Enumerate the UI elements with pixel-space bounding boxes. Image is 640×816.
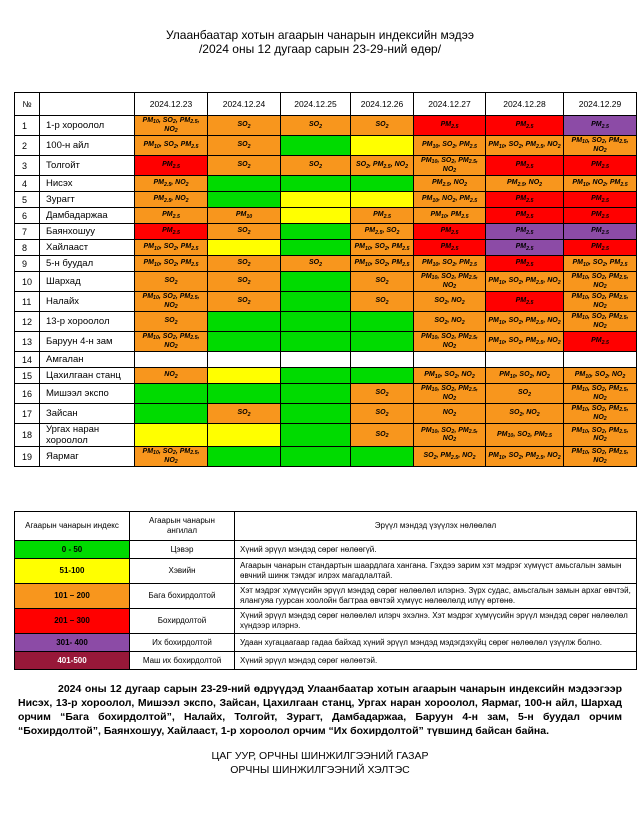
aqi-cell: $PM_{10}$, $SO_2$, $PM_{2.5}$, $NO_2$ <box>564 272 637 292</box>
aqi-row <box>15 176 637 192</box>
aqi-cell: $SO_2$ <box>208 224 281 240</box>
row-number: 9 <box>15 256 40 272</box>
legend-category: Бохирдолтой <box>130 609 235 634</box>
aqi-cell: $PM_{2.5}$ <box>486 208 564 224</box>
aqi-cell: $PM_{10}$, $SO_2$, $PM_{2.5}$, $NO_2$ <box>135 332 208 352</box>
location-name: Цахилгаан станц <box>40 368 135 384</box>
aqi-cell: $PM_{10}$, $SO_2$, $PM_{2.5}$, $NO_2$ <box>564 312 637 332</box>
aqi-cell: $PM_{10}$, $SO_2$, $PM_{2.5}$, $NO_2$ <box>135 447 208 467</box>
aqi-cell: $SO_2$ <box>208 136 281 156</box>
legend-row <box>15 541 637 559</box>
row-number: 16 <box>15 384 40 404</box>
aqi-cell: $SO_2$, $NO_2$ <box>486 404 564 424</box>
aqi-cell: $PM_{10}$, $SO_2$, $PM_{2.5}$, $NO_2$ <box>414 156 486 176</box>
aqi-cell <box>351 447 414 467</box>
aqi-cell: $SO_2$ <box>135 312 208 332</box>
aqi-cell: $PM_{2.5}$ <box>486 156 564 176</box>
aqi-cell: $PM_{2.5}$ <box>135 156 208 176</box>
aqi-cell: $PM_{10}$, $SO_2$, $PM_{2.5}$, $NO_2$ <box>414 332 486 352</box>
footer-agency-line: ЦАГ УУР, ОРЧНЫ ШИНЖИЛГЭЭНИЙ ГАЗАР <box>211 750 429 762</box>
aqi-cell: $PM_{2.5}$ <box>135 224 208 240</box>
aqi-row <box>15 384 637 404</box>
aqi-cell <box>208 424 281 447</box>
aqi-cell: $SO_2$, $PM_{2.5}$, $NO_2$ <box>351 156 414 176</box>
aqi-cell: $PM_{10}$, $SO_2$, $PM_{2.5}$ <box>351 256 414 272</box>
aqi-cell: $PM_{2.5}$ <box>564 208 637 224</box>
aqi-table <box>14 92 637 467</box>
aqi-bulletin-page <box>0 28 640 816</box>
legend-index-range: 0 - 50 <box>15 541 130 559</box>
aqi-row <box>15 256 637 272</box>
aqi-cell: $SO_2$ <box>208 292 281 312</box>
aqi-cell <box>135 404 208 424</box>
location-name: Зурагт <box>40 192 135 208</box>
aqi-cell: $PM_{10}$, $PM_{2.5}$ <box>414 208 486 224</box>
legend-health-effect: Хэт мэдрэг хүмүүсийн эрүүл мэндэд сөрөг нөлөөлөл илэрнэ. Зүрх судас, амьсгалын замын архаг өвчтэй, ялангуяа гуурсан хоолойн багтраа өвчтэй хүмүүс нөлөөлөлд илүү өртөнө. <box>235 584 637 609</box>
aqi-cell: $PM_{2.5}$, $NO_2$ <box>135 192 208 208</box>
aqi-cell <box>281 240 351 256</box>
row-number: 5 <box>15 192 40 208</box>
aqi-cell: $PM_{2.5}$, $SO_2$ <box>351 224 414 240</box>
aqi-cell: $PM_{10}$, $SO_2$, $PM_{2.5}$, $NO_2$ <box>564 424 637 447</box>
aqi-cell: $PM_{10}$, $SO_2$, $PM_{2.5}$ <box>486 424 564 447</box>
aqi-cell: $PM_{10}$, $SO_2$, $PM_{2.5}$, $NO_2$ <box>414 424 486 447</box>
legend-column-header-0: Агаарын чанарын индекс <box>15 512 130 541</box>
row-number: 4 <box>15 176 40 192</box>
row-number: 15 <box>15 368 40 384</box>
aqi-cell <box>208 352 281 368</box>
aqi-cell: $PM_{10}$, $SO_2$, $PM_{2.5}$ <box>135 136 208 156</box>
aqi-row <box>15 156 637 176</box>
aqi-cell: $PM_{2.5}$ <box>564 224 637 240</box>
aqi-cell: $SO_2$ <box>208 256 281 272</box>
legend-health-effect: Удаан хугацаагаар гадаа байхад хүний эрүүл мэндэд мэдэгдэхүйц сөрөг нөлөөлөл үзүүлж болно. <box>235 634 637 652</box>
aqi-cell: $NO_2$ <box>414 404 486 424</box>
location-name: Яармаг <box>40 447 135 467</box>
aqi-cell: $PM_{2.5}$ <box>414 240 486 256</box>
page-title-line1: Улаанбаатар хотын агаарын чанарын индексийн мэдээ <box>165 28 474 42</box>
aqi-cell <box>208 368 281 384</box>
date-header: 2024.12.27 <box>414 93 486 116</box>
aqi-table-header-row <box>15 93 637 116</box>
legend-column-header-1: Агаарын чанарын ангилал <box>130 512 235 541</box>
location-name: Налайх <box>40 292 135 312</box>
location-name: Баруун 4-н зам <box>40 332 135 352</box>
date-header: 2024.12.28 <box>486 93 564 116</box>
legend-index-range: 51-100 <box>15 559 130 584</box>
aqi-cell: $PM_{10}$, $SO_2$, $PM_{2.5}$, $NO_2$ <box>486 447 564 467</box>
legend-row <box>15 559 637 584</box>
legend-table <box>14 511 637 670</box>
aqi-cell <box>281 176 351 192</box>
date-header: 2024.12.25 <box>281 93 351 116</box>
aqi-cell <box>281 352 351 368</box>
aqi-cell: $PM_{2.5}$ <box>486 256 564 272</box>
aqi-cell <box>351 352 414 368</box>
legend-index-range: 101 – 200 <box>15 584 130 609</box>
aqi-cell: $PM_{2.5}$ <box>486 224 564 240</box>
aqi-cell: $PM_{2.5}$, $NO_2$ <box>135 176 208 192</box>
aqi-row <box>15 312 637 332</box>
legend-health-effect: Хүний эрүүл мэндэд сөрөг нөлөөгүй. <box>235 541 637 559</box>
aqi-cell <box>208 192 281 208</box>
aqi-cell: $PM_{2.5}$, $NO_2$ <box>414 176 486 192</box>
aqi-cell: $SO_2$ <box>208 272 281 292</box>
legend-category: Цэвэр <box>130 541 235 559</box>
legend-row <box>15 634 637 652</box>
aqi-cell <box>281 332 351 352</box>
aqi-cell: $PM_{10}$, $SO_2$, $PM_{2.5}$, $NO_2$ <box>564 292 637 312</box>
aqi-cell <box>351 332 414 352</box>
aqi-cell <box>351 192 414 208</box>
aqi-row <box>15 192 637 208</box>
aqi-cell: $PM_{2.5}$ <box>414 116 486 136</box>
aqi-cell: $PM_{2.5}$, $NO_2$ <box>486 176 564 192</box>
aqi-cell: $PM_{10}$, $SO_2$, $PM_{2.5}$, $NO_2$ <box>564 404 637 424</box>
aqi-cell: $PM_{2.5}$ <box>486 292 564 312</box>
aqi-cell: $SO_2$ <box>351 292 414 312</box>
aqi-cell <box>281 208 351 224</box>
legend-row <box>15 609 637 634</box>
row-number: 19 <box>15 447 40 467</box>
aqi-cell <box>281 292 351 312</box>
page-title <box>0 28 640 56</box>
aqi-cell: $SO_2$ <box>351 384 414 404</box>
aqi-cell <box>135 352 208 368</box>
aqi-row <box>15 332 637 352</box>
aqi-cell <box>208 447 281 467</box>
aqi-cell: $SO_2$ <box>351 404 414 424</box>
aqi-cell <box>208 332 281 352</box>
aqi-cell: $SO_2$, $NO_2$ <box>414 312 486 332</box>
row-number: 6 <box>15 208 40 224</box>
aqi-cell: $PM_{10}$, $SO_2$, $PM_{2.5}$ <box>414 256 486 272</box>
location-name: Дамбадаржаа <box>40 208 135 224</box>
aqi-cell <box>281 224 351 240</box>
footer <box>0 749 640 777</box>
aqi-cell <box>564 352 637 368</box>
aqi-cell: $PM_{2.5}$ <box>564 240 637 256</box>
aqi-cell: $SO_2$, $PM_{2.5}$, $NO_2$ <box>414 447 486 467</box>
row-number: 7 <box>15 224 40 240</box>
aqi-cell <box>208 312 281 332</box>
aqi-row <box>15 136 637 156</box>
legend-index-range: 201 – 300 <box>15 609 130 634</box>
aqi-cell <box>281 384 351 404</box>
aqi-cell <box>281 272 351 292</box>
aqi-cell <box>208 240 281 256</box>
aqi-row <box>15 208 637 224</box>
date-header: 2024.12.23 <box>135 93 208 116</box>
aqi-cell <box>208 384 281 404</box>
date-header: 2024.12.29 <box>564 93 637 116</box>
aqi-cell <box>281 447 351 467</box>
legend-category: Бага бохирдолтой <box>130 584 235 609</box>
aqi-cell: $PM_{2.5}$ <box>351 208 414 224</box>
aqi-cell: $SO_2$ <box>281 116 351 136</box>
footer-department-line: ОРЧНЫ ШИНЖИЛГЭЭНИЙ ХЭЛТЭС <box>230 764 410 776</box>
aqi-cell: $SO_2$, $NO_2$ <box>414 292 486 312</box>
aqi-cell <box>486 352 564 368</box>
aqi-row <box>15 447 637 467</box>
legend-category: Их бохирдолтой <box>130 634 235 652</box>
aqi-cell: $PM_{10}$, $SO_2$, $PM_{2.5}$ <box>135 240 208 256</box>
aqi-cell: $PM_{10}$, $SO_2$, $PM_{2.5}$, $NO_2$ <box>486 332 564 352</box>
aqi-cell: $PM_{10}$, $SO_2$, $PM_{2.5}$, $NO_2$ <box>414 384 486 404</box>
aqi-cell: $PM_{2.5}$ <box>486 116 564 136</box>
aqi-cell: $PM_{10}$, $SO_2$, $PM_{2.5}$, $NO_2$ <box>486 136 564 156</box>
location-name: Ургах наран хороолол <box>40 424 135 447</box>
legend-index-range: 401-500 <box>15 652 130 670</box>
legend-health-effect: Хүний эрүүл мэндэд сөрөг нөлөөтэй. <box>235 652 637 670</box>
aqi-row <box>15 292 637 312</box>
location-name: 13-р хороолол <box>40 312 135 332</box>
aqi-cell: $PM_{10}$, $SO_2$, $PM_{2.5}$ <box>135 256 208 272</box>
aqi-cell: $PM_{10}$ <box>208 208 281 224</box>
legend-health-effect: Агаарын чанарын стандартын шаардлага хангана. Гэхдээ зарим хэт мэдрэг хүмүүст амьсгалын замын өвчний шинж тэмдэг илрэх магадлалтай. <box>235 559 637 584</box>
row-number: 11 <box>15 292 40 312</box>
aqi-cell: $PM_{10}$, $SO_2$, $PM_{2.5}$, $NO_2$ <box>564 447 637 467</box>
row-number: 2 <box>15 136 40 156</box>
aqi-cell <box>281 136 351 156</box>
aqi-cell: $PM_{10}$, $SO_2$, $NO_2$ <box>564 368 637 384</box>
row-number: 10 <box>15 272 40 292</box>
aqi-cell: $PM_{10}$, $SO_2$, $PM_{2.5}$, $NO_2$ <box>486 312 564 332</box>
aqi-cell: $SO_2$ <box>486 384 564 404</box>
aqi-cell: $PM_{2.5}$ <box>135 208 208 224</box>
location-name: 5-н буудал <box>40 256 135 272</box>
aqi-cell <box>351 312 414 332</box>
legend-header-row <box>15 512 637 541</box>
aqi-cell: $SO_2$ <box>351 272 414 292</box>
aqi-cell: $SO_2$ <box>351 424 414 447</box>
aqi-row <box>15 272 637 292</box>
location-name: Шархад <box>40 272 135 292</box>
page-title-line2: /2024 оны 12 дугаар сарын 23-29-ний өдөр/ <box>198 42 442 56</box>
row-number: 17 <box>15 404 40 424</box>
legend-row <box>15 652 637 670</box>
aqi-cell: $SO_2$ <box>281 256 351 272</box>
location-name: 100-н айл <box>40 136 135 156</box>
aqi-cell: $SO_2$ <box>281 156 351 176</box>
aqi-cell: $PM_{10}$, $SO_2$, $PM_{2.5}$, $NO_2$ <box>486 272 564 292</box>
location-name: Зайсан <box>40 404 135 424</box>
aqi-cell: $SO_2$ <box>135 272 208 292</box>
location-name: Нисэх <box>40 176 135 192</box>
aqi-cell: $SO_2$ <box>208 404 281 424</box>
aqi-cell <box>351 176 414 192</box>
row-number: 13 <box>15 332 40 352</box>
row-number: 8 <box>15 240 40 256</box>
aqi-cell: $PM_{10}$, $SO_2$, $PM_{2.5}$, $NO_2$ <box>564 136 637 156</box>
date-header: 2024.12.26 <box>351 93 414 116</box>
aqi-cell: $PM_{10}$, $SO_2$, $PM_{2.5}$ <box>414 136 486 156</box>
aqi-cell <box>135 424 208 447</box>
row-number: 3 <box>15 156 40 176</box>
location-name: Мишээл экспо <box>40 384 135 404</box>
row-number: 18 <box>15 424 40 447</box>
location-name: Толгойт <box>40 156 135 176</box>
aqi-cell: $PM_{10}$, $SO_2$, $PM_{2.5}$, $NO_2$ <box>414 272 486 292</box>
aqi-row <box>15 240 637 256</box>
aqi-cell: $PM_{2.5}$ <box>486 192 564 208</box>
location-name: Баянхошуу <box>40 224 135 240</box>
aqi-cell: $PM_{10}$, $SO_2$, $PM_{2.5}$, $NO_2$ <box>135 116 208 136</box>
aqi-cell <box>281 312 351 332</box>
aqi-cell: $SO_2$ <box>208 156 281 176</box>
aqi-cell: $PM_{10}$, $SO_2$, $PM_{2.5}$, $NO_2$ <box>564 384 637 404</box>
aqi-cell: $PM_{2.5}$ <box>486 240 564 256</box>
aqi-cell <box>281 192 351 208</box>
aqi-cell: $PM_{10}$, $SO_2$, $PM_{2.5}$ <box>564 256 637 272</box>
aqi-row <box>15 224 637 240</box>
location-name: Амгалан <box>40 352 135 368</box>
aqi-cell: $PM_{10}$, $SO_2$, $PM_{2.5}$, $NO_2$ <box>135 292 208 312</box>
aqi-cell: $PM_{2.5}$ <box>564 192 637 208</box>
legend-row <box>15 584 637 609</box>
aqi-row <box>15 424 637 447</box>
legend-column-header-2: Эрүүл мэндэд үзүүлэх нөлөөлөл <box>235 512 637 541</box>
aqi-cell: $PM_{2.5}$ <box>564 116 637 136</box>
row-number: 1 <box>15 116 40 136</box>
aqi-row <box>15 404 637 424</box>
aqi-cell: $PM_{10}$, $SO_2$, $PM_{2.5}$ <box>351 240 414 256</box>
aqi-cell <box>351 368 414 384</box>
aqi-cell <box>281 404 351 424</box>
date-header: 2024.12.24 <box>208 93 281 116</box>
row-number: 14 <box>15 352 40 368</box>
aqi-cell: $PM_{10}$, $NO_2$, $PM_{2.5}$ <box>414 192 486 208</box>
summary-paragraph: 2024 оны 12 дугаар сарын 23-29-ний өдрүүдэд Улаанбаатар хотын агаарын чанарын индексийн мэдээгээр Нисэх, 13-р хороолол, Мишээл экспо, Зайсан, Цахилгаан станц, Ургах наран хороолол, Яармаг, 100-н айл, Шархад орчим “Бага бохирдолтой”, Налайх, Толгойт, Зурагт, Дамбадаржаа, Баруун 4-н зам, 5-н буудал орчим “Бохирдолтой”, Баянхошуу, Хайлааст, 1-р хороолол орчим “Их бохирдолтой” түвшинд байсан байна. <box>18 683 622 737</box>
aqi-cell <box>281 424 351 447</box>
legend-category: Маш их бохирдолтой <box>130 652 235 670</box>
aqi-cell <box>281 368 351 384</box>
aqi-row <box>15 116 637 136</box>
aqi-cell: $SO_2$ <box>208 116 281 136</box>
aqi-cell: $SO_2$ <box>351 116 414 136</box>
location-column-header <box>40 93 135 116</box>
aqi-row <box>15 368 637 384</box>
aqi-cell: $PM_{2.5}$ <box>564 332 637 352</box>
aqi-cell: $PM_{2.5}$ <box>564 156 637 176</box>
aqi-cell <box>208 176 281 192</box>
aqi-cell: $NO_2$ <box>135 368 208 384</box>
legend-category: Хэвийн <box>130 559 235 584</box>
aqi-cell: $PM_{10}$, $NO_2$, $PM_{2.5}$ <box>564 176 637 192</box>
location-name: Хайлааст <box>40 240 135 256</box>
aqi-cell <box>135 384 208 404</box>
legend-index-range: 301- 400 <box>15 634 130 652</box>
number-column-header: № <box>15 93 40 116</box>
row-number: 12 <box>15 312 40 332</box>
aqi-cell <box>414 352 486 368</box>
location-name: 1-р хороолол <box>40 116 135 136</box>
aqi-cell: $PM_{10}$, $SO_2$, $NO_2$ <box>414 368 486 384</box>
legend-health-effect: Хүний эрүүл мэндэд сөрөг нөлөөлөл илэрч эхэлнэ. Хэт мэдрэг хүмүүсийн эрүүл мэндэд сөрөг нөлөөлөл хүндээр илэрнэ. <box>235 609 637 634</box>
aqi-cell: $PM_{10}$, $SO_2$, $NO_2$ <box>486 368 564 384</box>
aqi-row <box>15 352 637 368</box>
aqi-cell <box>351 136 414 156</box>
aqi-cell: $PM_{2.5}$ <box>414 224 486 240</box>
